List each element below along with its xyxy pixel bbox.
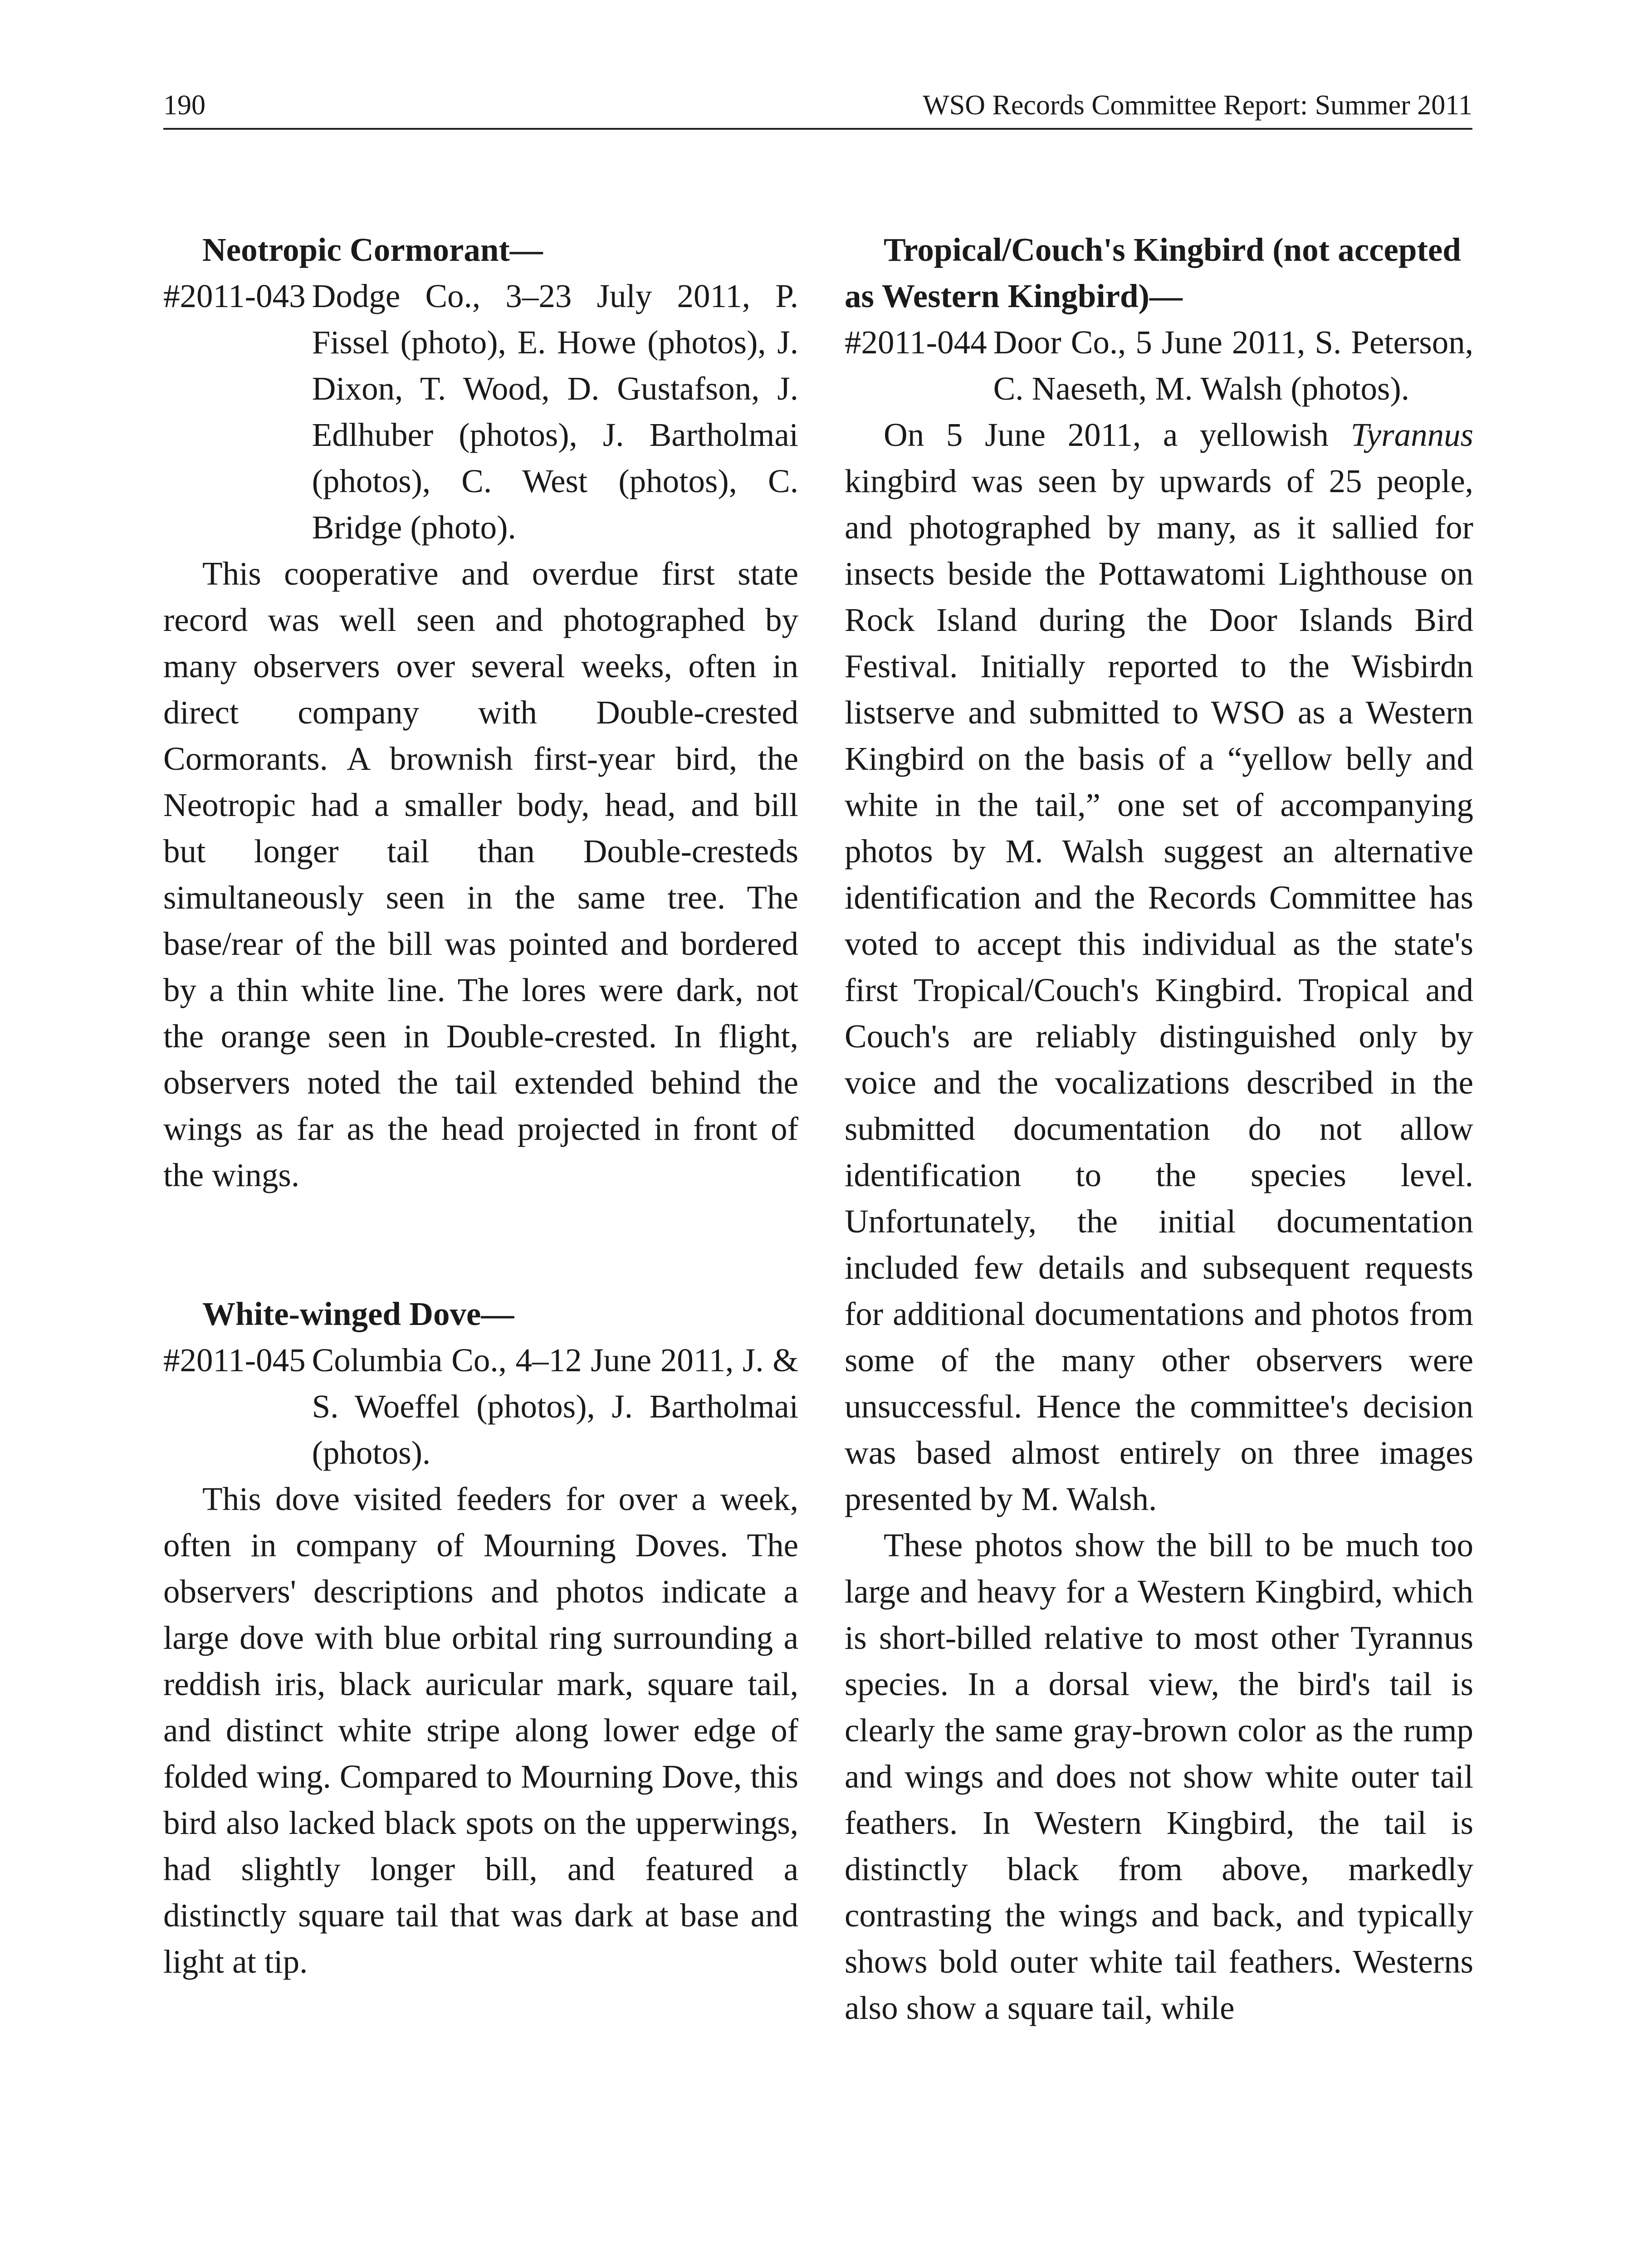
white-winged-dove-section: [163, 1291, 798, 1985]
tropical-couchs-kingbird-section: [845, 227, 1473, 2031]
species-heading: Neotropic Cormorant—: [202, 231, 543, 268]
record-entry: [163, 1337, 798, 1476]
neotropic-cormorant-section: [163, 227, 798, 1198]
paragraph-text: On 5 June 2011, a yellowish: [884, 416, 1351, 453]
running-header: [163, 87, 1472, 130]
page-number: 190: [163, 90, 205, 121]
journal-title: WSO Records Committee Report: Summer 2011: [923, 90, 1472, 121]
record-entry: [845, 319, 1473, 412]
record-entry: [163, 273, 798, 551]
paragraph-text: kingbird was seen by upwards of 25 people, and photographed by many, as it sallied for insects beside the Pottawatomi Lighthouse on Rock Island during the Door Islands Bird Festival. Initially reported to the Wisbirdn listserve and submitted to WSO as a Western Kingbird on the basis of a “yellow belly and white in the tail,” one set of accompanying photos by M. Walsh suggest an alternative identification and the Records Committee has voted to accept this individual as the state's first Tropical/Couch's Kingbird. Tropical and Couch's are reliably distinguished only by voice and the vocalizations described in the submitted documentation do not allow identification to the species level. Unfortunately, the initial documentation included few details and subsequent requests for additional documentations and photos from some of the many other observers were unsuccessful. Hence the committee's decision was based almost entirely on three images presented by M. Walsh.: [845, 463, 1473, 1517]
species-heading: Tropical/Couch's Kingbird (not accepted as Western Kingbird)—: [845, 231, 1461, 314]
genus-name-italic: Tyrannus: [1350, 416, 1473, 453]
right-column: [845, 227, 1473, 2031]
record-details: Columbia Co., 4–12 June 2011, J. & S. Woeffel (photos), J. Bartholmai (photos).: [312, 1342, 798, 1471]
section-spacer: [163, 1198, 798, 1291]
record-number: #2011-043: [163, 278, 306, 314]
left-column: [163, 227, 798, 1985]
species-account-paragraph: This cooperative and overdue first state record was well seen and photographed by many observers over several weeks, often in direct company with Double-crested Cormorants. A brownish first-year bird, the Neotropic had a smaller body, head, and bill but longer tail than Double-cresteds simultaneously seen in the same tree. The base/rear of the bill was pointed and bordered by a thin white line. The lores were dark, not the orange seen in Double-crested. In flight, observers noted the tail extended behind the wings as far as the head projected in front of the wings.: [163, 555, 798, 1193]
record-number: #2011-044: [845, 324, 987, 361]
species-account-paragraph: This dove visited feeders for over a week, often in company of Mourning Doves. The observers' descriptions and photos indicate a large dove with blue orbital ring surrounding a reddish iris, black auricular mark, square tail, and distinct white stripe along lower edge of folded wing. Compared to Mourning Dove, this bird also lacked black spots on the upperwings, had slightly longer bill, and featured a distinctly square tail that was dark at base and light at tip.: [163, 1481, 798, 1980]
species-account-paragraph: [845, 412, 1473, 1522]
record-details: Door Co., 5 June 2011, S. Peterson, C. Naeseth, M. Walsh (photos).: [993, 324, 1473, 407]
species-account-paragraph: These photos show the bill to be much too large and heavy for a Western Kingbird, which is short-billed relative to most other Tyrannus species. In a dorsal view, the bird's tail is clearly the same gray-brown color as the rump and wings and does not show white outer tail feathers. In Western Kingbird, the tail is distinctly black from above, markedly contrasting the wings and back, and typically shows bold outer white tail feathers. Westerns also show a square tail, while: [845, 1527, 1473, 2026]
record-details: Dodge Co., 3–23 July 2011, P. Fissel (photo), E. Howe (photos), J. Dixon, T. Wood, D. Gustafson, J. Edlhuber (photos), J. Bartholmai (photos), C. West (photos), C. Bridge (photo).: [312, 278, 798, 546]
species-heading: White-winged Dove—: [202, 1295, 514, 1332]
record-number: #2011-045: [163, 1342, 306, 1378]
